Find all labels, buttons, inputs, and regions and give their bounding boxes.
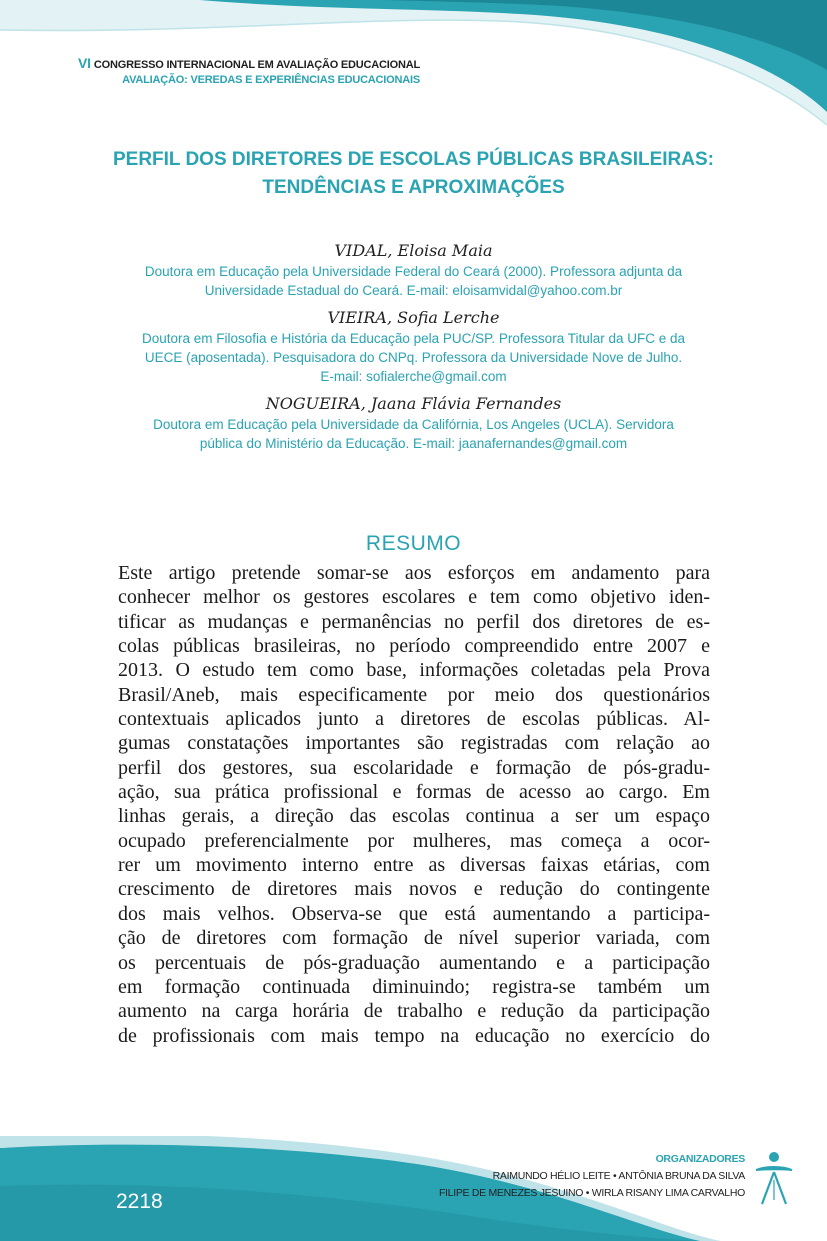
header-roman-numeral: VI bbox=[78, 55, 91, 71]
abstract-line: em formação continuada diminuindo; registra-se também um bbox=[118, 975, 710, 998]
abstract-line: os percentuais de pós-graduação aumentando e a participação bbox=[118, 951, 710, 974]
header-line-2: AVALIAÇÃO: VEREDAS E EXPERIÊNCIAS EDUCACIONAIS bbox=[122, 74, 420, 86]
abstract-line: de profissionais com mais tempo na educação no exercício do bbox=[118, 1024, 710, 1047]
abstract-line: crescimento de diretores mais novos e redução do contingente bbox=[118, 878, 710, 901]
affiliation-line: Doutora em Educação pela Universidade Federal do Ceará (2000). Professora adjunta da bbox=[144, 264, 683, 279]
abstract-line: Este artigo pretende somar-se aos esforços em andamento para bbox=[118, 562, 710, 584]
author-block bbox=[110, 240, 717, 300]
header-line-1 bbox=[60, 56, 420, 73]
author-name bbox=[110, 307, 717, 329]
abstract-line: colas públicas brasileiras, no período compreendido entre 2007 e bbox=[118, 635, 710, 658]
abstract-line: rer um movimento interno entre as diversas faixas etárias, com bbox=[118, 854, 710, 877]
author-affiliation bbox=[110, 415, 717, 453]
abstract-line: ocupado preferencialmente por mulheres, mas começa a ocor- bbox=[118, 829, 710, 852]
author-surname: VIEIRA, bbox=[327, 308, 393, 327]
title-line-2: TENDÊNCIAS E APROXIMAÇÕES bbox=[262, 177, 565, 198]
page-number: 2218 bbox=[116, 1190, 163, 1213]
affiliation-line: Doutora em Filosofia e História da Educação pela PUC/SP. Professora Titular da UFC e da bbox=[141, 331, 685, 346]
affiliation-line: pública do Ministério da Educação. E-mail: jaanafernandes@gmail.com bbox=[199, 436, 628, 451]
author-given-name: Eloisa Maia bbox=[397, 241, 493, 260]
author-given-name: Sofia Lerche bbox=[397, 308, 500, 327]
author-list bbox=[110, 240, 717, 460]
author-affiliation bbox=[110, 329, 717, 386]
organizers-label: ORGANIZADORES bbox=[655, 1153, 745, 1165]
affiliation-line: Universidade Estadual do Ceará. E-mail: eloisamvidal@yahoo.com.br bbox=[204, 283, 623, 298]
abstract-heading: RESUMO bbox=[365, 532, 462, 555]
running-header bbox=[60, 56, 420, 88]
abstract-line: ção de diretores com formação de nível superior variada, com bbox=[118, 927, 710, 950]
organizers-line-1: RAIMUNDO HÉLIO LEITE • ANTÔNIA BRUNA DA SILVA bbox=[492, 1170, 745, 1182]
abstract-line: dos mais velhos. Observa-se que está aumentando a participa- bbox=[118, 902, 710, 925]
abstract-line: aumento na carga horária de trabalho e redução da participação bbox=[118, 1000, 710, 1023]
congress-logo-icon bbox=[752, 1150, 796, 1208]
organizers-line-2: FILIPE DE MENEZES JESUINO • WIRLA RISANY LIMA CARVALHO bbox=[438, 1187, 745, 1199]
author-affiliation bbox=[110, 262, 717, 300]
abstract-line: conhecer melhor os gestores escolares e tem como objetivo iden- bbox=[118, 586, 710, 609]
author-block bbox=[110, 307, 717, 386]
article-title bbox=[100, 146, 727, 202]
author-block bbox=[110, 393, 717, 453]
abstract-line: gumas constatações importantes são registradas com relação ao bbox=[118, 732, 710, 755]
abstract-line: contextuais aplicados junto a diretores de escolas públicas. Al- bbox=[118, 708, 710, 731]
title-line-1: PERFIL DOS DIRETORES DE ESCOLAS PÚBLICAS BRASILEIRAS: bbox=[112, 149, 715, 170]
author-surname: VIDAL, bbox=[334, 241, 393, 260]
organizers-block bbox=[439, 1151, 745, 1202]
abstract-line: 2013. O estudo tem como base, informações coletadas pela Prova bbox=[118, 659, 710, 682]
abstract-line: Brasil/Aneb, mais especificamente por meio dos questionários bbox=[118, 683, 710, 706]
author-surname: NOGUEIRA, bbox=[265, 394, 366, 413]
affiliation-line: Doutora em Educação pela Universidade da Califórnia, Los Angeles (UCLA). Servidora bbox=[153, 417, 674, 432]
affiliation-line: E-mail: sofialerche@gmail.com bbox=[320, 369, 507, 384]
affiliation-line: UECE (aposentada). Pesquisadora do CNPq. Professora da Universidade Nove de Julho. bbox=[144, 350, 683, 365]
abstract-line: tificar as mudanças e permanências no perfil dos diretores de es- bbox=[118, 610, 710, 633]
author-name bbox=[110, 240, 717, 262]
abstract-line: linhas gerais, a direção das escolas continua a ser um espaço bbox=[118, 805, 710, 828]
header-congress-name: CONGRESSO INTERNACIONAL EM AVALIAÇÃO EDUCACIONAL bbox=[93, 59, 420, 71]
author-name bbox=[110, 393, 717, 415]
abstract-line: ação, sua prática profissional e formas de acesso ao cargo. Em bbox=[118, 781, 710, 804]
abstract-body bbox=[118, 561, 710, 1048]
abstract-line: perfil dos gestores, sua escolaridade e formação de pós-gradu- bbox=[118, 756, 710, 779]
author-given-name: Jaana Flávia Fernandes bbox=[370, 394, 562, 413]
